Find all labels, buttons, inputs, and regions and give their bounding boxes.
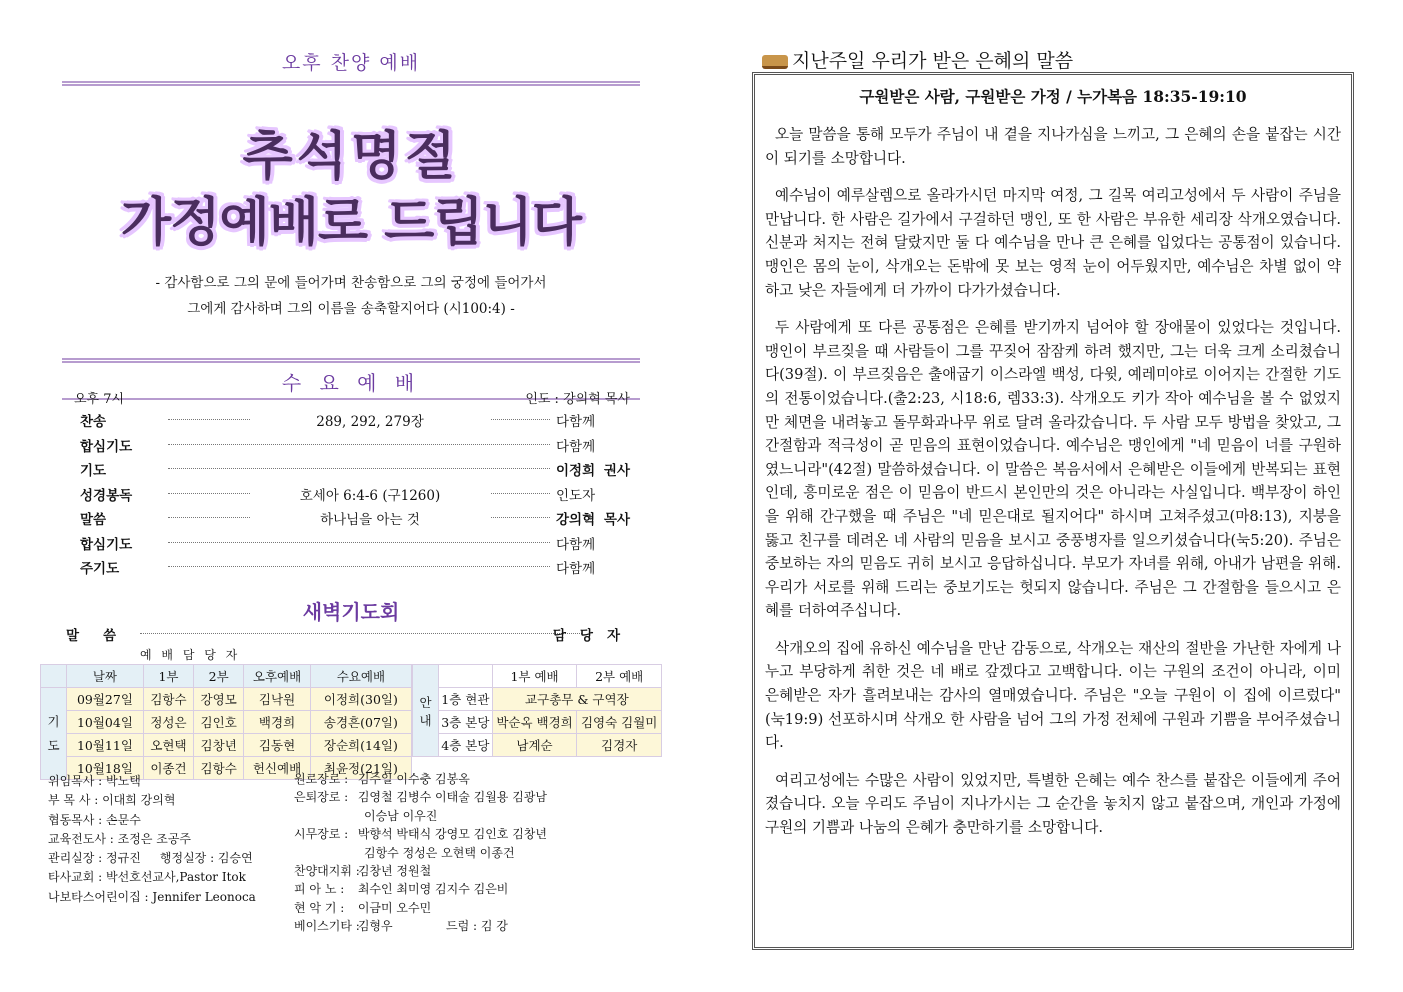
list-item xyxy=(294,825,547,843)
list-item xyxy=(294,807,547,825)
staff-role: 피 아 노 : xyxy=(294,882,345,897)
order-label: 성경봉독 xyxy=(80,487,133,504)
staff-role: 시무장로 : xyxy=(294,827,349,842)
guide-side-char1: 안 xyxy=(419,694,432,710)
list-item xyxy=(40,410,662,435)
duty-caption: 예 배 담 당 자 xyxy=(140,648,241,662)
staff-names: 이승남 이우진 xyxy=(364,808,438,823)
right-page xyxy=(752,46,1354,950)
table-row xyxy=(413,734,662,757)
duty-cell: 김인호 xyxy=(194,711,244,734)
staff-names: 김항수 정성은 오현택 이종건 xyxy=(364,845,515,860)
list-item xyxy=(40,484,662,509)
duty-cell: 이정희(30일) xyxy=(310,688,411,711)
order-person: 다함께 xyxy=(556,438,596,455)
wednesday-time: 오후 7시 xyxy=(74,392,125,407)
guide-cell: 김경자 xyxy=(577,734,662,757)
sermon-heading-text: 지난주일 우리가 받은 은혜의 말씀 xyxy=(792,50,1074,72)
sermon-paragraph: 삭개오의 집에 유하신 예수님을 만난 감동으로, 삭개오는 재산의 절반을 가난한 자에게 나누고 부당하게 취한 것은 네 배로 갚겠다고 고백합니다. 이는 구원의 조건이 아니라, 이미 은혜받은 자가 흘려보내는 감사의 열매였습니다. 주님은 "오늘 구원이 이 집에 이르렀다"(눅19:9) 선포하시며 삭개오 한 사람을 넘어 그의 가정 전체에 구원과 기쁨을 부어주셨습니다. xyxy=(765,639,1341,752)
sermon-paragraph: 두 사람에게 또 다른 공통점은 은혜를 받기까지 넘어야 할 장애물이 있었다는 것입니다. 맹인이 부르짖을 때 사람들이 그를 꾸짖어 잠잠케 하려 했지만, 그는 더욱 크게 소리쳤습니다(39절). 이 부르짖음은 출애굽기 이스라엘 백성, 다윗, 예레미야로 이어지는 간절한 기도의 전통이었습니다.(출2:23, 시18:6, 렘33:3). 삭개오도 키가 작아 예수님을 볼 수 없었지만 체면을 내려놓고 돌무화과나무 위로 달려 올라갔습니다. 두 사람 모두 방법을 찾았고, 그 간절함과 적극성이 곧 믿음의 표현이었습니다. 예수님은 맹인에게 "네 믿음이 너를 구원하였느니라"(42절) 말씀하셨습니다. 이 말씀은 복음서에서 은혜받은 이들에게 반복되는 표현인데, 흥미로운 점은 이 믿음이 반드시 본인만의 것은 아니라는 사실입니다. 백부장이 하인을 위해 간구했을 때 주님은 "네 믿은대로 될지어다" 하시며 고쳐주셨고(마8:13), 지붕을 뚫고 친구를 데려온 네 사람의 믿음을 보시고 중풍병자를 일으키셨습니다(눅5:20). 주님은 중보하는 자의 믿음도 귀히 보시고 응답하십니다. 부모가 자녀를 위해, 아내가 남편을 위해. 우리가 서로를 위해 드리는 중보기도는 헛되지 않습니다. 주님은 그 간절함을 들으시고 은혜를 더하여주십니다. xyxy=(765,319,1341,620)
duty-cell: 10월04일 xyxy=(67,711,144,734)
guide-table-header xyxy=(413,665,662,688)
list-item: 위임목사 : 박노택 xyxy=(48,774,141,788)
duty-cell: 김항수 xyxy=(143,688,193,711)
duty-side-label xyxy=(41,688,67,780)
staff-list-right xyxy=(294,770,547,936)
sermon-heading xyxy=(762,46,1073,73)
staff-names: 이금미 오수민 xyxy=(357,900,432,915)
order-dots xyxy=(168,468,550,469)
order-person: 이정희 권사 xyxy=(556,463,630,479)
duty-cell: 오현택 xyxy=(143,734,193,757)
banner-line2: 가정예배로 드립니다 xyxy=(120,193,582,253)
duty-cell: 김낙원 xyxy=(244,688,311,711)
sermon-title: 구원받은 사람, 구원받은 가정 / 누가복음 18:35-19:10 xyxy=(859,87,1247,106)
duty-cell: 장순희(14일) xyxy=(310,734,411,757)
sermon-paragraph: 예수님이 예루살렘으로 올라가시던 마지막 여정, 그 길목 여리고성에서 두 사람이 주님을 만납니다. 한 사람은 길가에서 구걸하던 맹인, 또 한 사람은 부유한 세리장 삭개오였습니다. 신분과 처지는 전혀 달랐지만 둘 다 예수님을 만나 큰 은혜를 입었다는 공통점이 있습니다. 맹인은 몸의 눈이, 삭개오는 돈밖에 못 보는 영적 눈이 어두웠지만, 예수님은 차별 없이 약하고 낮은 자들에게 더 가까이 다가가셨습니다. xyxy=(765,187,1341,299)
guide-cell-merged: 교구총무 & 구역장 xyxy=(492,688,661,711)
guide-side-char2: 내 xyxy=(419,712,432,728)
scripture-verse xyxy=(40,270,662,322)
sermon-paragraph: 여리고성에는 수많은 사람이 있었지만, 특별한 은혜는 예수 찬스를 붙잡은 이들에게 주어졌습니다. 오늘 우리도 주님이 지나가시는 그 순간을 놓치지 않고 붙잡으며, 개인과 가정에 구원의 기쁨과 나눔의 은혜가 충만하기를 소망합니다. xyxy=(765,771,1341,837)
guide-header-2: 2부 예배 xyxy=(577,665,662,688)
dawn-person-label: 담당자 xyxy=(552,628,634,644)
order-content: 289, 292, 279장 xyxy=(250,410,490,430)
order-label: 합심기도 xyxy=(80,438,133,455)
order-label: 주기도 xyxy=(80,561,120,577)
guide-cell: 김영숙 김월미 xyxy=(577,711,662,734)
guide-floor: 1층 현관 xyxy=(439,688,493,711)
left-page xyxy=(40,40,662,970)
list-item: 협동목사 : 손문수 xyxy=(48,812,141,827)
table-row xyxy=(413,711,662,734)
duty-cell: 이종건 xyxy=(143,757,193,780)
staff-names: 최수인 최미영 김지수 김은비 xyxy=(357,882,509,897)
order-dots xyxy=(168,566,550,567)
staff-names: 박향석 박태식 강영모 김인호 김창년 xyxy=(357,827,547,842)
book-icon xyxy=(762,55,788,69)
list-item xyxy=(294,899,547,917)
duty-header-1: 1부 xyxy=(143,665,193,688)
guide-cell: 남계순 xyxy=(492,734,577,757)
list-item xyxy=(294,788,547,806)
duty-header-2: 2부 xyxy=(194,665,244,688)
duty-side-char1: 기 xyxy=(47,713,60,729)
list-item xyxy=(40,508,662,533)
duty-side-char2: 도 xyxy=(47,737,60,753)
staff-role: 찬양대지휘 : xyxy=(294,864,360,879)
guide-side-label xyxy=(413,665,439,757)
duty-cell: 헌신예배 xyxy=(244,757,311,780)
list-item xyxy=(294,862,547,880)
order-dots xyxy=(168,542,550,543)
table-row xyxy=(41,688,412,711)
duty-cell: 김동현 xyxy=(244,734,311,757)
list-item xyxy=(294,880,547,898)
duty-cell: 김창년 xyxy=(194,734,244,757)
duty-header-afternoon: 오후예배 xyxy=(244,665,311,688)
sermon-body xyxy=(765,123,1341,840)
dawn-word-label: 말씀 xyxy=(66,628,141,644)
order-label: 기도 xyxy=(80,463,107,479)
staff-names: 김주일 이수충 김봉옥 xyxy=(357,772,470,786)
order-person: 강의혁 목사 xyxy=(556,512,630,528)
order-label: 찬송 xyxy=(80,414,107,430)
section-title-afternoon: 오후 찬양 예배 xyxy=(281,52,421,74)
staff-role: 베이스기타 : xyxy=(294,919,360,934)
list-item: 타사교회 : 박선호선교사,Pastor Itok xyxy=(48,870,246,885)
duty-header-wednesday: 수요예배 xyxy=(310,665,411,688)
duty-cell: 최윤정(21일) xyxy=(310,757,411,780)
wednesday-leader: 인도 : 강의혁 목사 xyxy=(525,392,630,407)
duty-cell: 정성은 xyxy=(143,711,193,734)
worship-order xyxy=(40,410,662,582)
staff-names: 김영철 김병수 이태술 김월용 김광남 xyxy=(357,790,547,805)
duty-cell: 10월18일 xyxy=(67,757,144,780)
table-row xyxy=(41,734,412,757)
guide-header-1: 1부 예배 xyxy=(492,665,577,688)
list-item xyxy=(294,844,547,862)
staff-role: 현 악 기 : xyxy=(294,900,345,915)
staff-role: 원로장로 : xyxy=(294,772,349,786)
staff-list-left xyxy=(48,772,256,907)
staff-role: 은퇴장로 : xyxy=(294,790,349,805)
sermon-box xyxy=(752,72,1354,950)
banner-line1: 추석명절 xyxy=(242,127,460,187)
order-content: 호세아 6:4-6 (구1260) xyxy=(250,484,490,504)
table-row xyxy=(413,688,662,711)
duty-cell: 김항수 xyxy=(194,757,244,780)
wednesday-rule xyxy=(62,358,640,363)
duty-cell: 09월27일 xyxy=(67,688,144,711)
order-person: 다함께 xyxy=(556,561,596,577)
list-item xyxy=(294,917,547,935)
order-person: 다함께 xyxy=(556,414,596,430)
guide-floor: 4층 본당 xyxy=(439,734,493,757)
list-item xyxy=(40,557,662,582)
guide-floor: 3층 본당 xyxy=(439,711,493,734)
list-item: 교육전도사 : 조정은 조공주 xyxy=(48,831,191,846)
list-item: 부 목 사 : 이대희 강의혁 xyxy=(48,793,176,808)
duty-cell: 백경희 xyxy=(244,711,311,734)
duty-corner xyxy=(41,665,67,688)
order-dots xyxy=(168,444,550,445)
guide-table xyxy=(412,664,662,757)
list-item xyxy=(40,435,662,460)
list-item: 나보타스어린이집 : Jennifer Leonoca xyxy=(48,889,256,904)
sermon-paragraph: 오늘 말씀을 통해 모두가 주님이 내 곁을 지나가심을 느끼고, 그 은혜의 손을 붙잡는 시간이 되기를 소망합니다. xyxy=(765,126,1341,167)
verse-line1: - 감사함으로 그의 문에 들어가며 찬송함으로 그의 궁정에 들어가서 xyxy=(155,275,547,291)
staff-names: 김창년 정원철 xyxy=(357,864,432,879)
duty-cell: 강영모 xyxy=(194,688,244,711)
duty-table xyxy=(40,664,412,780)
list-item xyxy=(40,533,662,558)
verse-line2: 그에게 감사하며 그의 이름을 송축할지어다 (시100:4) - xyxy=(187,301,515,317)
table-row xyxy=(41,711,412,734)
dawn-dots xyxy=(140,633,582,634)
list-item: 관리실장 : 정규진 행정실장 : 김승연 xyxy=(48,851,253,866)
duty-cell: 송경흔(07일) xyxy=(310,711,411,734)
order-content: 하나님을 아는 것 xyxy=(250,508,490,528)
order-label: 합심기도 xyxy=(80,536,133,553)
order-person: 다함께 xyxy=(556,536,596,553)
dawn-prayer-title: 새벽기도회 xyxy=(302,600,400,624)
order-person: 인도자 xyxy=(556,487,596,504)
order-label: 말씀 xyxy=(80,512,107,528)
staff-names: 김형우 드럼 : 김 강 xyxy=(357,919,508,934)
title-rule xyxy=(62,81,640,86)
chuseok-banner xyxy=(40,126,662,258)
duty-table-header xyxy=(41,665,412,688)
duty-header-date: 날짜 xyxy=(67,665,144,688)
guide-corner xyxy=(439,665,493,688)
wednesday-title: 수 요 예 배 xyxy=(281,371,421,395)
list-item xyxy=(40,459,662,484)
guide-cell: 박순옥 백경희 xyxy=(492,711,577,734)
duty-cell: 10월11일 xyxy=(67,734,144,757)
list-item xyxy=(294,770,547,788)
